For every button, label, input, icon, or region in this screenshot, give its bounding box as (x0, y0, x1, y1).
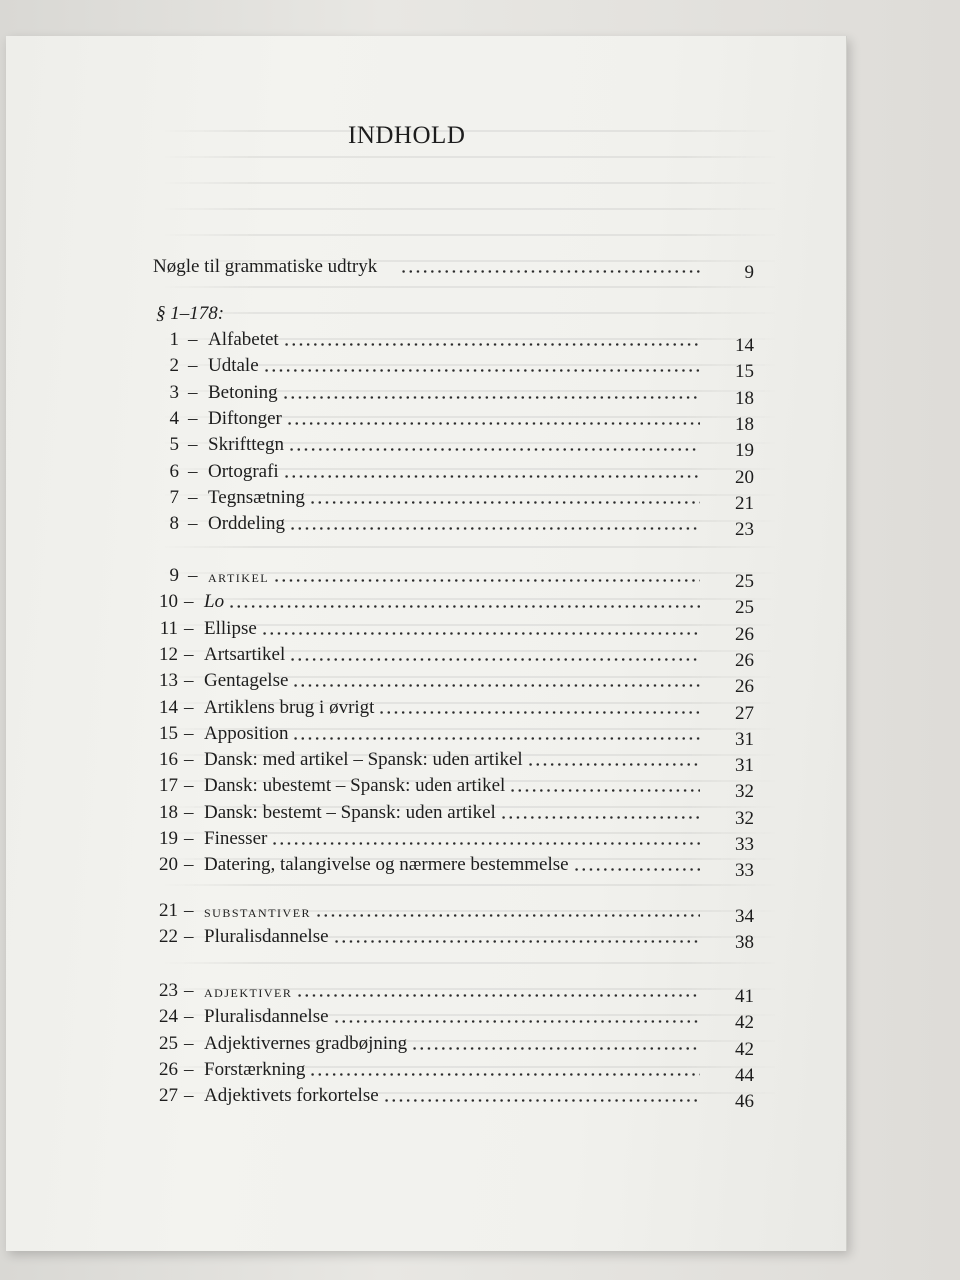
toc-dash: – (188, 355, 198, 377)
toc-section-number: 24 (159, 1006, 178, 1028)
toc-page-number: 27 (735, 702, 754, 724)
toc-entry-label: Udtale (208, 355, 259, 377)
toc-entry-label: Adjektivernes gradbøjning (204, 1032, 408, 1054)
toc-row (0, 775, 960, 801)
toc-row (0, 723, 960, 749)
leader-dots (271, 840, 700, 848)
toc-section-number: 11 (159, 617, 178, 639)
toc-row (0, 487, 960, 513)
toc-row (0, 591, 960, 617)
toc-section-number: 2 (169, 355, 179, 377)
leader-dots (283, 341, 700, 349)
toc-section-number: 23 (159, 980, 178, 1001)
toc-entry-label: Dansk: med artikel – Spansk: uden artikel (204, 749, 523, 771)
toc-dash: – (184, 775, 194, 797)
leader-dots (292, 735, 700, 743)
leader-dots (333, 938, 700, 946)
toc-page-number: 26 (735, 649, 754, 671)
leader-dots (509, 787, 700, 795)
toc-page-number: 31 (735, 728, 754, 750)
leader-dots (273, 577, 700, 585)
toc-row (0, 408, 960, 434)
toc-section-number: 21 (159, 900, 178, 921)
toc-row (0, 900, 960, 926)
toc-row (0, 461, 960, 487)
toc-page-number: 20 (735, 466, 754, 488)
toc-entry-label: Skrifttegn (208, 434, 284, 456)
toc-dash: – (184, 696, 194, 718)
toc-dash: – (188, 434, 198, 456)
toc-intro-label: Nøgle til grammatiske udtryk (153, 256, 378, 277)
toc-row (0, 802, 960, 828)
toc-entry-label: Lo (204, 591, 225, 613)
toc-dash: – (184, 1085, 194, 1107)
leader-dots (383, 1097, 700, 1105)
toc-page-number: 42 (735, 1012, 754, 1034)
toc-section-number: 5 (169, 434, 179, 456)
toc-page-number: 42 (735, 1038, 754, 1060)
toc-page-number: 31 (735, 755, 754, 777)
toc-page-number: 26 (735, 676, 754, 698)
toc-section-number: 14 (159, 696, 178, 718)
toc-section-number: 20 (159, 854, 178, 876)
toc-page-number: 26 (735, 623, 754, 645)
toc-dash: – (184, 980, 194, 1001)
toc-entry-label: Alfabetet (208, 329, 279, 350)
section-heading: § 1–178: (156, 303, 225, 324)
leader-dots (286, 420, 700, 428)
toc-row (0, 355, 960, 381)
toc-section-number: 6 (169, 460, 179, 482)
leader-dots (289, 656, 700, 664)
toc-row (0, 382, 960, 408)
toc-entry-label: Datering, talangivelse og nærmere bestemmelse (204, 854, 569, 876)
toc-section-number: 15 (159, 722, 178, 744)
leader-dots (292, 682, 700, 690)
toc-dash: – (188, 486, 198, 508)
toc-dash: – (184, 926, 194, 948)
toc-page-number: 14 (735, 335, 754, 356)
toc-section-number: 4 (169, 407, 179, 429)
toc-dash: – (184, 722, 194, 744)
toc-entry-label: Tegnsætning (208, 486, 305, 508)
toc-entry-label: Adjektivets forkortelse (204, 1085, 379, 1107)
page-title: INDHOLD (348, 122, 466, 149)
toc-row (0, 1085, 960, 1111)
toc-entry-label: Forstærkning (204, 1058, 306, 1080)
toc-row (0, 618, 960, 644)
leader-dots (309, 1071, 700, 1079)
toc-entry-label: Pluralisdannelse (204, 926, 329, 948)
toc-entry-label: Diftonger (208, 407, 282, 429)
toc-dash: – (184, 1006, 194, 1028)
toc-page-number: 32 (735, 781, 754, 803)
toc-section-number: 19 (159, 828, 178, 849)
toc-dash: – (188, 565, 198, 586)
toc-dash: – (184, 828, 194, 849)
leader-dots (289, 525, 700, 533)
leader-dots (261, 630, 700, 638)
toc-entry-label: Apposition (204, 722, 289, 744)
toc-row (0, 644, 960, 670)
toc-page-number: 15 (735, 361, 754, 383)
toc-page-number: 18 (735, 387, 754, 409)
toc-page-number: 46 (735, 1091, 754, 1113)
toc-page-number: 44 (735, 1064, 754, 1086)
toc-section-number: 3 (169, 381, 179, 403)
toc-row (0, 980, 960, 1006)
toc-entry-label: Dansk: ubestemt – Spansk: uden artikel (204, 775, 506, 797)
toc-dash: – (184, 801, 194, 823)
toc-dash: – (188, 381, 198, 403)
leader-dots (411, 1045, 700, 1053)
toc-dash: – (184, 643, 194, 665)
toc-page-number: 19 (735, 440, 754, 462)
toc-entry-label: Artsartikel (204, 643, 286, 665)
leader-dots (283, 473, 700, 481)
toc-page-number: 18 (735, 413, 754, 435)
toc-dash: – (188, 329, 198, 350)
toc-entry-label: Dansk: bestemt – Spansk: uden artikel (204, 801, 496, 823)
leader-dots (288, 446, 700, 454)
toc-section-number: 18 (159, 801, 178, 823)
leader-dots (296, 992, 700, 1000)
toc-dash: – (184, 591, 194, 613)
toc-page-number: 41 (735, 986, 754, 1007)
toc-intro-row (0, 256, 960, 282)
toc-page-number: 21 (735, 492, 754, 514)
toc-page-number: 25 (735, 571, 754, 592)
toc-page-number: 33 (735, 834, 754, 855)
toc-page-number: 38 (735, 932, 754, 954)
toc-dash: – (184, 617, 194, 639)
toc-dash: – (184, 854, 194, 876)
toc-entry-label: Ortografi (208, 460, 279, 482)
toc-section-number: 13 (159, 670, 178, 692)
toc-row (0, 1033, 960, 1059)
toc-section-number: 7 (169, 486, 179, 508)
toc-section-number: 8 (169, 513, 179, 535)
toc-entry-label: Betoning (208, 381, 278, 403)
toc-row (0, 854, 960, 880)
toc-row (0, 434, 960, 460)
toc-row (0, 1059, 960, 1085)
toc-row (0, 329, 960, 355)
toc-row (0, 1006, 960, 1032)
leader-dots (527, 761, 700, 769)
toc-row (0, 749, 960, 775)
toc-entry-label: adjektiver (204, 982, 293, 1001)
leader-dots (263, 367, 700, 375)
toc-page-number: 32 (735, 807, 754, 829)
toc-entry-label: Finesser (204, 828, 268, 849)
leader-dots (333, 1018, 700, 1026)
toc-section-number: 12 (159, 643, 178, 665)
toc-entry-label: substantiver (204, 902, 312, 921)
toc-entry-label: artikel (208, 567, 270, 586)
toc-row (0, 565, 960, 591)
toc-row (0, 926, 960, 952)
toc-section-number: 10 (159, 591, 178, 613)
leader-dots (500, 814, 700, 822)
toc-section-number: 9 (169, 565, 179, 586)
toc-entry-label: Orddeling (208, 513, 286, 535)
leader-dots (400, 268, 700, 276)
toc-dash: – (184, 749, 194, 771)
toc-dash: – (188, 407, 198, 429)
toc-page-number: 23 (735, 519, 754, 541)
leader-dots (228, 603, 700, 611)
toc-row (0, 513, 960, 539)
leader-dots (573, 866, 700, 874)
toc-section-number: 17 (159, 775, 178, 797)
toc-dash: – (184, 900, 194, 921)
toc-page-number: 25 (735, 597, 754, 619)
toc-section-number: 22 (159, 926, 178, 948)
toc-row (0, 670, 960, 696)
leader-dots (282, 394, 700, 402)
toc-page-number: 33 (735, 860, 754, 882)
toc-dash: – (184, 670, 194, 692)
toc-dash: – (184, 1032, 194, 1054)
toc-dash: – (188, 460, 198, 482)
toc-section-number: 16 (159, 749, 178, 771)
toc-row (0, 697, 960, 723)
toc-page-number: 9 (744, 262, 754, 283)
toc-entry-label: Pluralisdannelse (204, 1006, 329, 1028)
toc-section-number: 26 (159, 1058, 178, 1080)
leader-dots (378, 709, 700, 717)
leader-dots (309, 499, 700, 507)
toc-section-number: 25 (159, 1032, 178, 1054)
toc-row (0, 828, 960, 854)
toc-section-number: 27 (159, 1085, 178, 1107)
toc-dash: – (184, 1058, 194, 1080)
toc-entry-label: Gentagelse (204, 670, 289, 692)
toc-section-number: 1 (169, 329, 179, 350)
toc-page-number: 34 (735, 906, 754, 927)
toc-dash: – (188, 513, 198, 535)
leader-dots (315, 912, 700, 920)
toc-entry-label: Ellipse (204, 617, 257, 639)
toc-entry-label: Artiklens brug i øvrigt (204, 696, 375, 718)
